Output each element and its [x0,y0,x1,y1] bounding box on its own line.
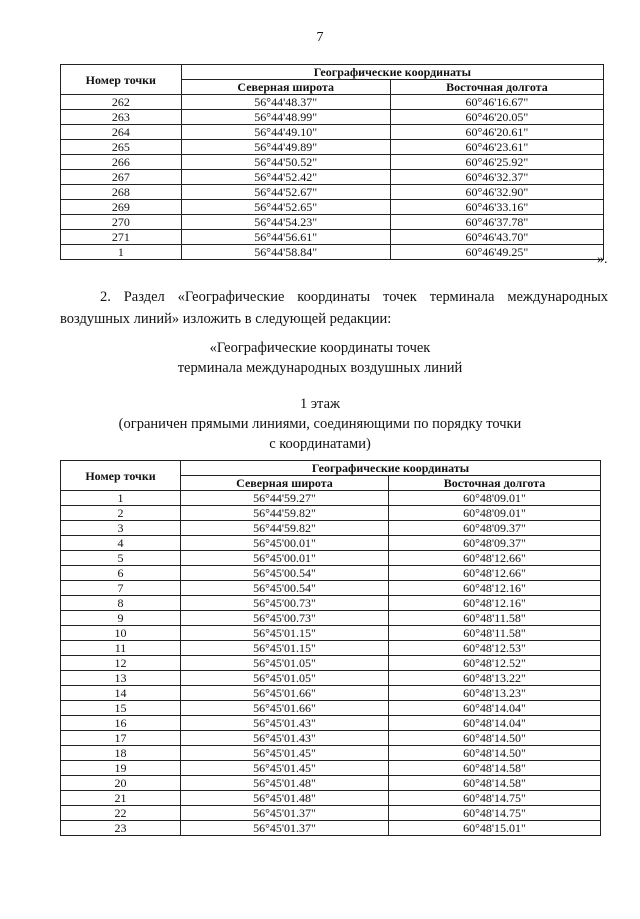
point-number-cell: 5 [61,551,181,566]
page-number: 7 [316,30,324,45]
latitude-cell: 56°45'01.45" [181,746,389,761]
longitude-cell: 60°48'14.50" [389,746,601,761]
point-number-cell: 3 [61,521,181,536]
floor-note-line: (ограничен прямыми линиями, соединяющими по порядку точки [118,416,522,432]
table-row [61,581,601,596]
point-number-cell: 265 [61,140,182,155]
header-east-longitude: Восточная долгота [390,80,603,95]
table-body [61,95,604,260]
latitude-cell: 56°44'49.10" [181,125,390,140]
longitude-cell: 60°46'33.16" [390,200,603,215]
latitude-cell: 56°45'00.54" [181,581,389,596]
point-number-cell: 8 [61,596,181,611]
point-number-cell: 1 [61,491,181,506]
longitude-cell: 60°48'13.23" [389,686,601,701]
coordinates-table-continued [60,64,604,260]
latitude-cell: 56°45'01.05" [181,671,389,686]
table-row [61,155,604,170]
table-row [61,776,601,791]
latitude-cell: 56°45'01.66" [181,701,389,716]
header-east-longitude: Восточная долгота [389,476,601,491]
header-north-latitude: Северная широта [181,476,389,491]
latitude-cell: 56°44'48.99" [181,110,390,125]
point-number-cell: 23 [61,821,181,836]
longitude-cell: 60°46'20.05" [390,110,603,125]
table-row [61,656,601,671]
section-heading [0,338,640,378]
longitude-cell: 60°48'14.75" [389,806,601,821]
point-number-cell: 270 [61,215,182,230]
latitude-cell: 56°45'00.01" [181,551,389,566]
point-number-cell: 262 [61,95,182,110]
longitude-cell: 60°46'20.61" [390,125,603,140]
table-row [61,566,601,581]
table-row [61,701,601,716]
table-row [61,245,604,260]
longitude-cell: 60°48'12.66" [389,551,601,566]
longitude-cell: 60°46'25.92" [390,155,603,170]
point-number-cell: 19 [61,761,181,776]
table-body [61,491,601,836]
point-number-cell: 2 [61,506,181,521]
longitude-cell: 60°48'14.50" [389,731,601,746]
table-row [61,125,604,140]
longitude-cell: 60°48'12.16" [389,581,601,596]
point-number-cell: 22 [61,806,181,821]
floor-title: 1 этаж [299,396,341,412]
latitude-cell: 56°44'49.89" [181,140,390,155]
longitude-cell: 60°48'11.58" [389,626,601,641]
longitude-cell: 60°48'13.22" [389,671,601,686]
table-row [61,230,604,245]
latitude-cell: 56°45'01.15" [181,626,389,641]
longitude-cell: 60°48'09.37" [389,536,601,551]
latitude-cell: 56°44'52.67" [181,185,390,200]
header-geographic-coordinates: Географические координаты [181,65,603,80]
floor-description [0,394,640,454]
header-point-number: Номер точки [61,65,182,95]
table-row [61,200,604,215]
latitude-cell: 56°45'01.43" [181,716,389,731]
table-row [61,551,601,566]
longitude-cell: 60°48'14.04" [389,716,601,731]
table-row [61,761,601,776]
point-number-cell: 269 [61,200,182,215]
table-row [61,731,601,746]
longitude-cell: 60°46'32.90" [390,185,603,200]
latitude-cell: 56°45'00.73" [181,611,389,626]
point-number-cell: 271 [61,230,182,245]
longitude-cell: 60°46'23.61" [390,140,603,155]
table-row [61,536,601,551]
latitude-cell: 56°45'01.15" [181,641,389,656]
latitude-cell: 56°44'58.84" [181,245,390,260]
point-number-cell: 17 [61,731,181,746]
longitude-cell: 60°48'11.58" [389,611,601,626]
floor-note-line: с координатами) [269,436,371,452]
latitude-cell: 56°45'01.48" [181,791,389,806]
longitude-cell: 60°46'37.78" [390,215,603,230]
latitude-cell: 56°45'00.01" [181,536,389,551]
longitude-cell: 60°48'15.01" [389,821,601,836]
table-row [61,506,601,521]
latitude-cell: 56°44'59.82" [181,506,389,521]
latitude-cell: 56°45'01.37" [181,806,389,821]
table-row [61,611,601,626]
longitude-cell: 60°46'49.25" [390,245,603,260]
longitude-cell: 60°48'14.58" [389,776,601,791]
table-row [61,521,601,536]
table-row [61,95,604,110]
latitude-cell: 56°44'50.52" [181,155,390,170]
point-number-cell: 4 [61,536,181,551]
table-row [61,491,601,506]
longitude-cell: 60°46'16.67" [390,95,603,110]
section-heading-line: терминала международных воздушных линий [177,360,463,376]
point-number-cell: 9 [61,611,181,626]
longitude-cell: 60°48'12.53" [389,641,601,656]
table-row [61,746,601,761]
table-row [61,110,604,125]
point-number-cell: 20 [61,776,181,791]
table-row [61,215,604,230]
section-heading-line: «Географические координаты точек [209,340,431,356]
point-number-cell: 7 [61,581,181,596]
point-number-cell: 13 [61,671,181,686]
point-number-cell: 268 [61,185,182,200]
point-number-cell: 1 [61,245,182,260]
point-number-cell: 266 [61,155,182,170]
longitude-cell: 60°48'09.37" [389,521,601,536]
longitude-cell: 60°48'12.52" [389,656,601,671]
longitude-cell: 60°48'14.04" [389,701,601,716]
table-row [61,716,601,731]
longitude-cell: 60°48'14.58" [389,761,601,776]
point-number-cell: 267 [61,170,182,185]
latitude-cell: 56°45'01.45" [181,761,389,776]
longitude-cell: 60°48'09.01" [389,491,601,506]
table-row [61,596,601,611]
latitude-cell: 56°44'59.82" [181,521,389,536]
longitude-cell: 60°48'12.16" [389,596,601,611]
table-row [61,140,604,155]
longitude-cell: 60°48'12.66" [389,566,601,581]
point-number-cell: 18 [61,746,181,761]
latitude-cell: 56°45'01.37" [181,821,389,836]
latitude-cell: 56°44'54.23" [181,215,390,230]
latitude-cell: 56°45'00.54" [181,566,389,581]
longitude-cell: 60°48'14.75" [389,791,601,806]
point-number-cell: 263 [61,110,182,125]
latitude-cell: 56°44'52.42" [181,170,390,185]
table-row [61,185,604,200]
latitude-cell: 56°44'52.65" [181,200,390,215]
point-number-cell: 15 [61,701,181,716]
table-row [61,806,601,821]
point-number-cell: 6 [61,566,181,581]
table-row [61,170,604,185]
point-number-cell: 10 [61,626,181,641]
point-number-cell: 12 [61,656,181,671]
longitude-cell: 60°48'09.01" [389,506,601,521]
table-row [61,821,601,836]
table-row [61,686,601,701]
point-number-cell: 16 [61,716,181,731]
amendment-paragraph: 2. Раздел «Географические координаты точек терминала международных воздушных линий» изложить в следующей редакции: [60,289,608,327]
closing-quote-mark: ». [597,252,608,267]
longitude-cell: 60°46'43.70" [390,230,603,245]
table-row [61,626,601,641]
latitude-cell: 56°44'59.27" [181,491,389,506]
coordinates-table-floor-1 [60,460,601,836]
latitude-cell: 56°44'56.61" [181,230,390,245]
latitude-cell: 56°45'01.48" [181,776,389,791]
point-number-cell: 21 [61,791,181,806]
longitude-cell: 60°46'32.37" [390,170,603,185]
latitude-cell: 56°45'01.43" [181,731,389,746]
latitude-cell: 56°45'01.05" [181,656,389,671]
table-row [61,671,601,686]
point-number-cell: 264 [61,125,182,140]
point-number-cell: 11 [61,641,181,656]
table-row [61,641,601,656]
header-geographic-coordinates: Географические координаты [181,461,601,476]
table-row [61,791,601,806]
header-point-number: Номер точки [61,461,181,491]
latitude-cell: 56°44'48.37" [181,95,390,110]
header-north-latitude: Северная широта [181,80,390,95]
point-number-cell: 14 [61,686,181,701]
latitude-cell: 56°45'01.66" [181,686,389,701]
latitude-cell: 56°45'00.73" [181,596,389,611]
